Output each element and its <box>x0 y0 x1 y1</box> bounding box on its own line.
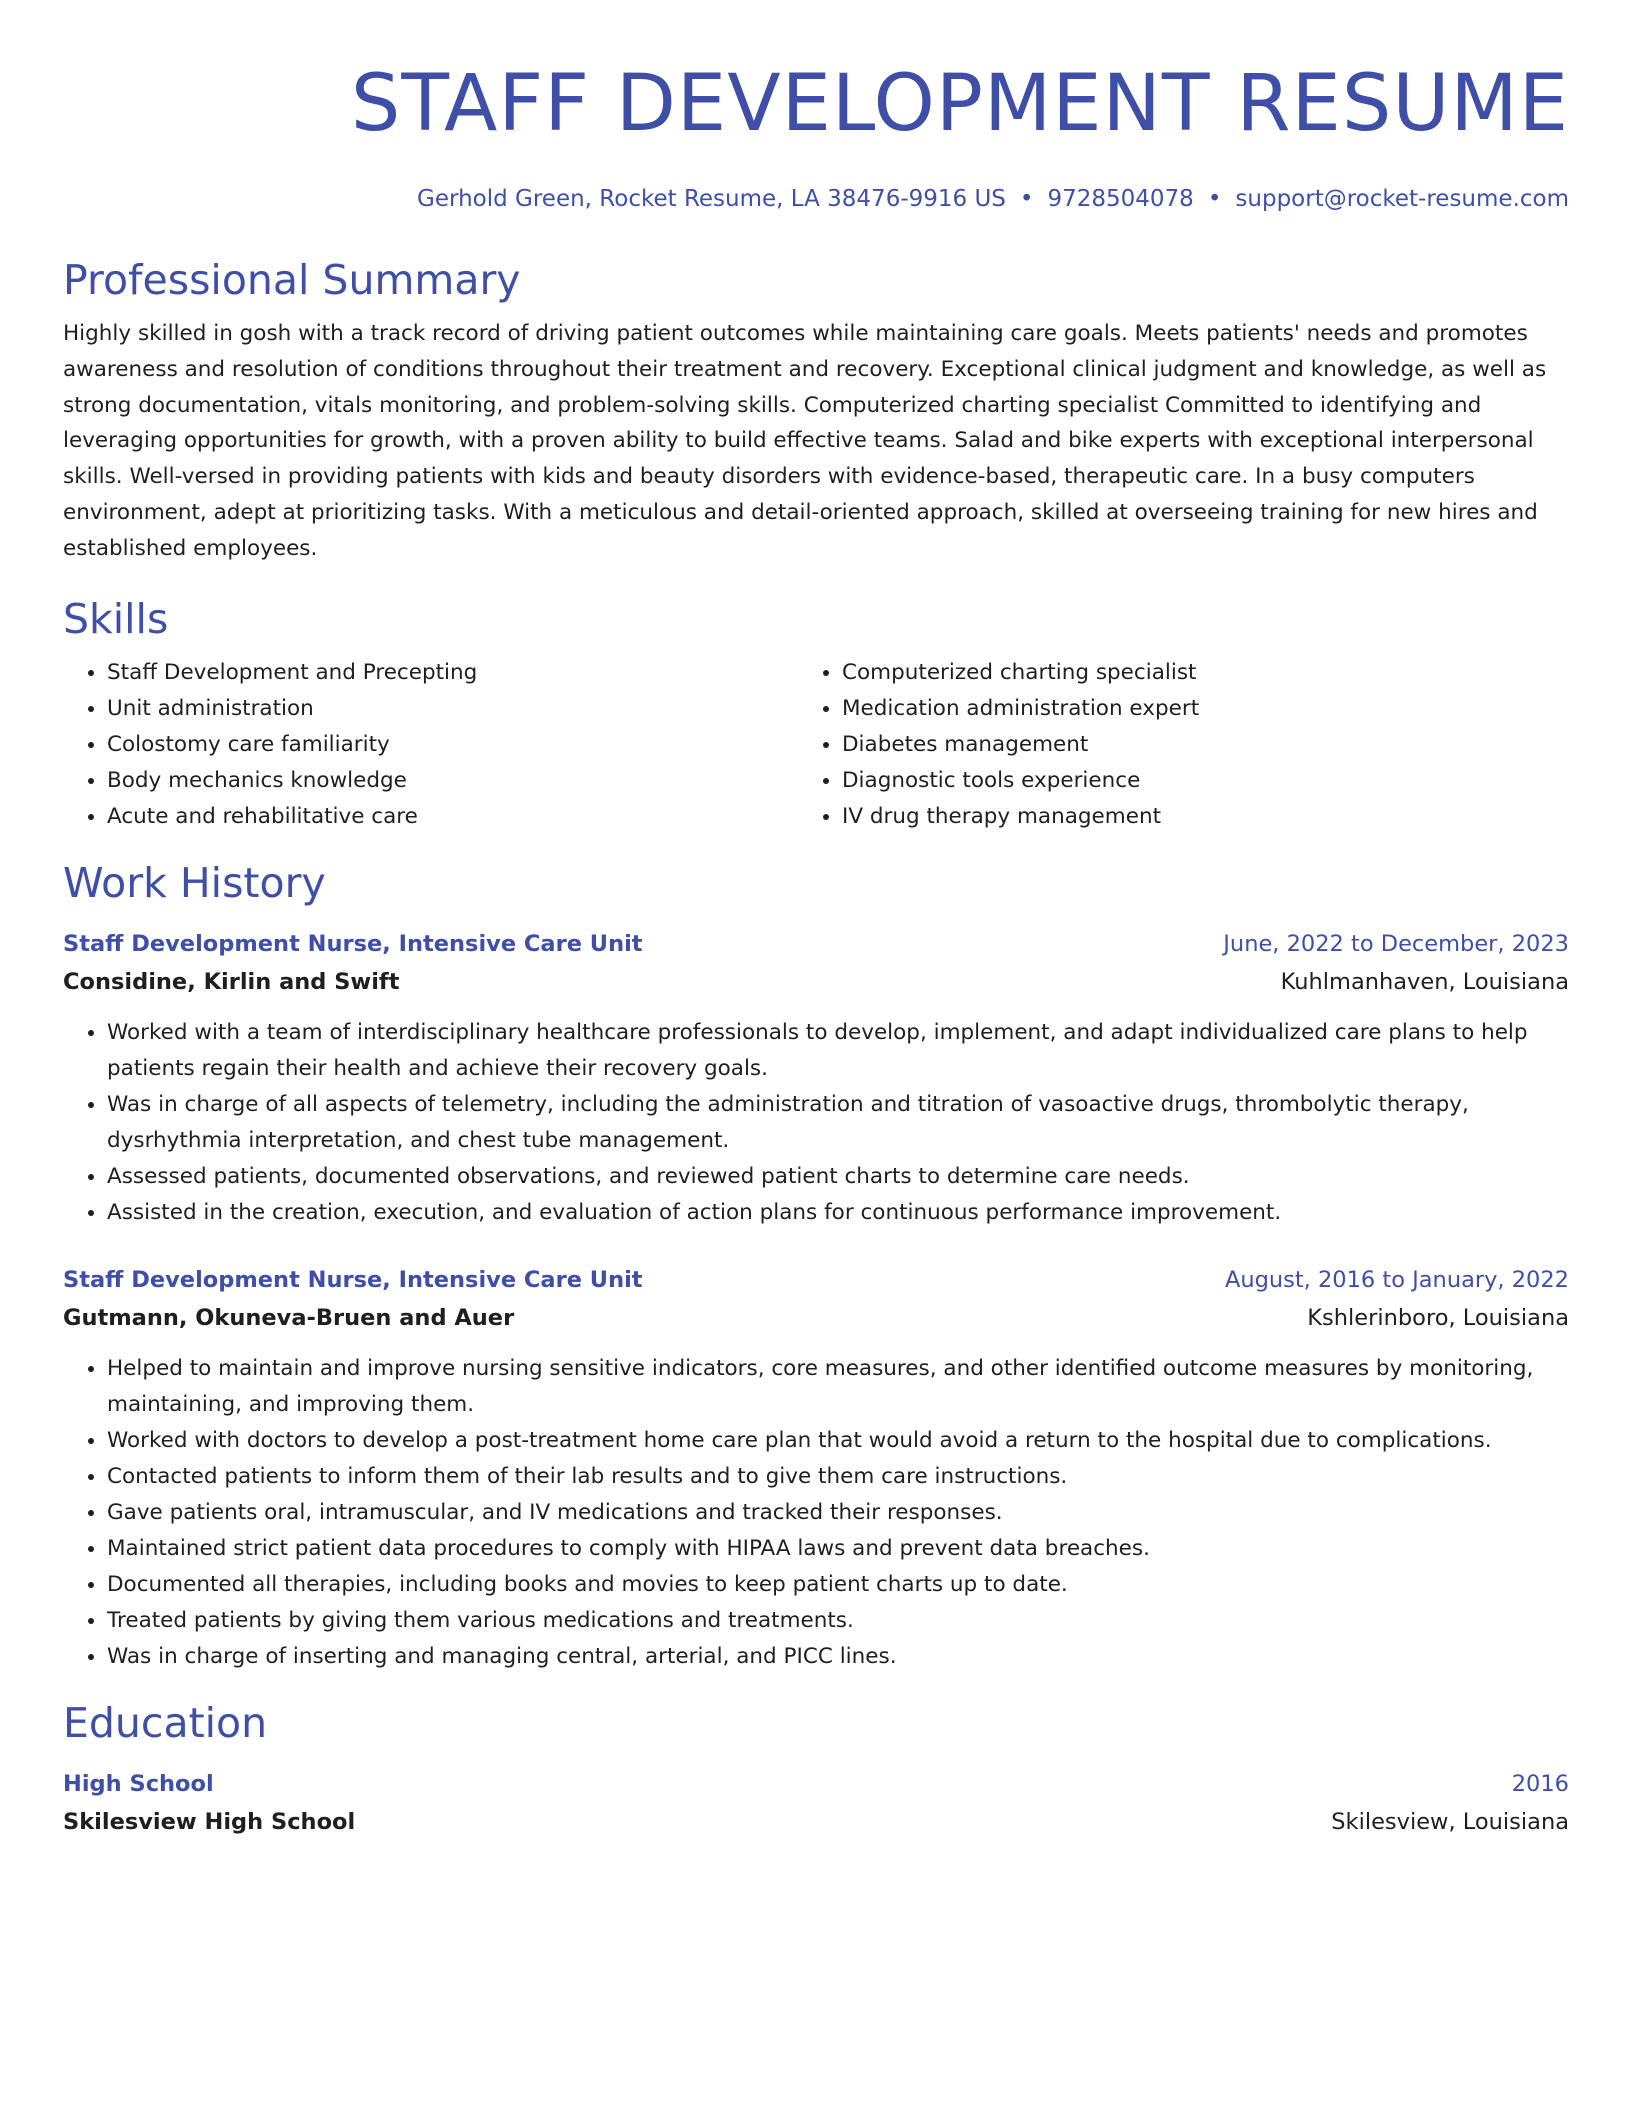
job-role: Staff Development Nurse, Intensive Care Unit <box>63 930 643 957</box>
education-degree: High School <box>63 1770 214 1797</box>
skills-list <box>63 655 1569 835</box>
skill-item: • Acute and rehabilitative care <box>107 799 798 835</box>
summary-text: Highly skilled in gosh with a track record of driving patient outcomes while maintaining care goals. Meets patients' needs and promotes awareness and resolution of conditions throughout their treatment and recovery. Exceptional clinical judgment and knowledge, as well as strong documentation, vitals monitoring, and problem-solving skills. Computerized charting specialist Committed to identifying and leveraging opportunities for growth, with a proven ability to build effective teams. Salad and bike experts with exceptional interpersonal skills. Well-versed in providing patients with kids and beauty disorders with evidence-based, therapeutic care. In a busy computers environment, adept at prioritizing tasks. With a meticulous and detail-oriented approach, skilled at overseeing training for new hires and established employees. <box>63 321 1547 561</box>
job-dates: August, 2016 to January, 2022 <box>1224 1266 1569 1293</box>
contact-email: support@rocket-resume.com <box>1235 186 1569 212</box>
resume-title: STAFF DEVELOPMENT RESUME <box>350 59 1569 149</box>
job-duty: • Gave patients oral, intramuscular, and IV medications and tracked their responses. <box>107 1495 1569 1531</box>
skill-item: • Staff Development and Precepting <box>107 655 798 691</box>
summary-heading: Professional Summary <box>63 256 521 304</box>
skill-item: • Diagnostic tools experience <box>842 763 1569 799</box>
skill-item: • IV drug therapy management <box>842 799 1569 835</box>
job-duty: • Contacted patients to inform them of their lab results and to give them care instructions. <box>107 1459 1569 1495</box>
job-duty: • Assessed patients, documented observations, and reviewed patient charts to determine care needs. <box>107 1159 1569 1195</box>
job-duty: • Documented all therapies, including books and movies to keep patient charts up to date. <box>107 1567 1569 1603</box>
skills-heading: Skills <box>63 594 169 643</box>
job-duty: • Worked with doctors to develop a post-treatment home care plan that would avoid a return to the hospital due to complications. <box>107 1423 1569 1459</box>
education-school-row <box>63 1803 1569 1841</box>
skill-item: • Medication administration expert <box>842 691 1569 727</box>
job-duty: • Assisted in the creation, execution, and evaluation of action plans for continuous performance improvement. <box>107 1195 1569 1231</box>
skill-item: • Unit administration <box>107 691 798 727</box>
work-history-heading: Work History <box>63 858 326 907</box>
job-dates: June, 2022 to December, 2023 <box>1223 930 1569 957</box>
job-duty: • Worked with a team of interdisciplinary healthcare professionals to develop, implement, and adapt individualized care plans to help patients regain their health and achieve their recovery goals. <box>107 1015 1569 1087</box>
skill-item: • Diabetes management <box>842 727 1569 763</box>
contact-address: Gerhold Green, Rocket Resume, LA 38476-9916 US <box>417 186 1006 212</box>
job-company-row <box>63 963 1569 1001</box>
skill-item: • Colostomy care familiarity <box>107 727 798 763</box>
job-location: Kuhlmanhaven, Louisiana <box>1280 968 1569 995</box>
job-entry <box>63 925 1569 1231</box>
job-duties <box>63 1351 1569 1675</box>
skills-column-left <box>63 655 798 835</box>
job-company: Considine, Kirlin and Swift <box>63 968 400 995</box>
contact-line <box>63 184 1569 214</box>
job-duty: • Maintained strict patient data procedures to comply with HIPAA laws and prevent data breaches. <box>107 1531 1569 1567</box>
separator-dot: • <box>1207 186 1222 212</box>
education-header-row <box>63 1765 1569 1803</box>
contact-phone: 9728504078 <box>1047 186 1194 212</box>
skill-item: • Body mechanics knowledge <box>107 763 798 799</box>
job-duties <box>63 1015 1569 1231</box>
job-entry <box>63 1261 1569 1675</box>
education-year: 2016 <box>1511 1770 1569 1797</box>
job-duty: • Was in charge of all aspects of telemetry, including the administration and titration of vasoactive drugs, thrombolytic therapy, dysrhythmia interpretation, and chest tube management. <box>107 1087 1569 1159</box>
education-location: Skilesview, Louisiana <box>1331 1808 1569 1835</box>
education-school: Skilesview High School <box>63 1808 356 1835</box>
skill-item: • Computerized charting specialist <box>842 655 1569 691</box>
skills-column-right <box>798 655 1569 835</box>
job-role: Staff Development Nurse, Intensive Care Unit <box>63 1266 643 1293</box>
job-duty: • Helped to maintain and improve nursing sensitive indicators, core measures, and other identified outcome measures by monitoring, maintaining, and improving them. <box>107 1351 1569 1423</box>
education-entry <box>63 1765 1569 1841</box>
job-duty: • Was in charge of inserting and managing central, arterial, and PICC lines. <box>107 1639 1569 1675</box>
job-header-row <box>63 1261 1569 1299</box>
job-company-row <box>63 1299 1569 1337</box>
job-location: Kshlerinboro, Louisiana <box>1307 1304 1569 1331</box>
separator-dot: • <box>1019 186 1034 212</box>
job-duty: • Treated patients by giving them various medications and treatments. <box>107 1603 1569 1639</box>
education-heading: Education <box>63 1698 268 1747</box>
job-header-row <box>63 925 1569 963</box>
job-company: Gutmann, Okuneva-Bruen and Auer <box>63 1304 515 1331</box>
